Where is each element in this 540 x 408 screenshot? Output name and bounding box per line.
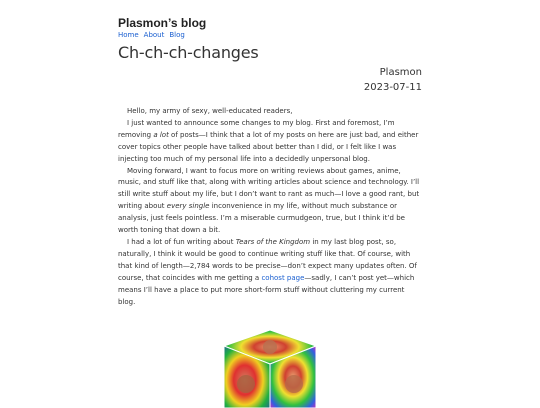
nav-blog-link[interactable]: Blog [169,31,185,39]
p4-emphasis: Tears of the Kingdom [235,237,311,246]
p2-text-b: of posts—I think that a lot of my posts on here are just bad, and either cover topics other people have talked about better than I did, or I felt like I was injecting too much of my personal life into a decidedly unpersonal blog. [118,130,419,163]
paragraph-2 [118,118,423,166]
face-figure-right [285,375,303,393]
post-title: Ch-ch-ch-changes [118,43,259,62]
cohost-page-link[interactable]: cohost page [261,273,305,282]
site-title[interactable]: Plasmon’s blog [118,16,207,30]
p3-text-b: inconvenience in my life, without much substance or analysis, just feels pointless. I’m a miserable curmudgeon, true, but I think it’d be worth toning that down a bit. [118,202,405,235]
post-content [118,106,423,308]
p4-text-c: —sadly, I can’t post yet—which means I’ll have a place to put more short-form stuff without cluttering my current blog. [118,273,415,306]
p2-text-a: I just wanted to announce some changes to my blog. First and foremost, I’m removing [118,118,395,139]
p4-text-b: in my last blog post, so, naturally, I think it would be good to continue writing stuff like that. Of course, with that kind of length—2,784 words to be precise—don’t expect many updates often. Of course, that coincides with me getting a [118,237,417,282]
p3-text-a: Moving forward, I want to focus more on writing reviews about games, anime, music, and stuff like that, along with writing articles about science and technology. I’ll still write stuff about my life, but I don’t want to rant as much—I love a good rant, but writing about [118,166,420,211]
post-date: 2023-07-11 [363,82,422,93]
rainbow-cube-image [218,328,322,408]
paragraph-4 [118,237,423,308]
site-nav [118,31,190,39]
paragraph-3 [118,166,423,237]
p4-text-a: I had a lot of fun writing about [127,237,236,246]
p3-emphasis: every single [166,202,210,211]
nav-home-link[interactable]: Home [118,31,139,39]
p2-emphasis: a lot [153,130,169,139]
post-author: Plasmon [379,67,422,78]
face-figure-top [263,340,277,354]
nav-about-link[interactable]: About [143,31,165,39]
face-figure-left [237,375,255,393]
post-meta [364,65,422,95]
paragraph-1: Hello, my army of sexy, well-educated readers, [127,107,293,115]
